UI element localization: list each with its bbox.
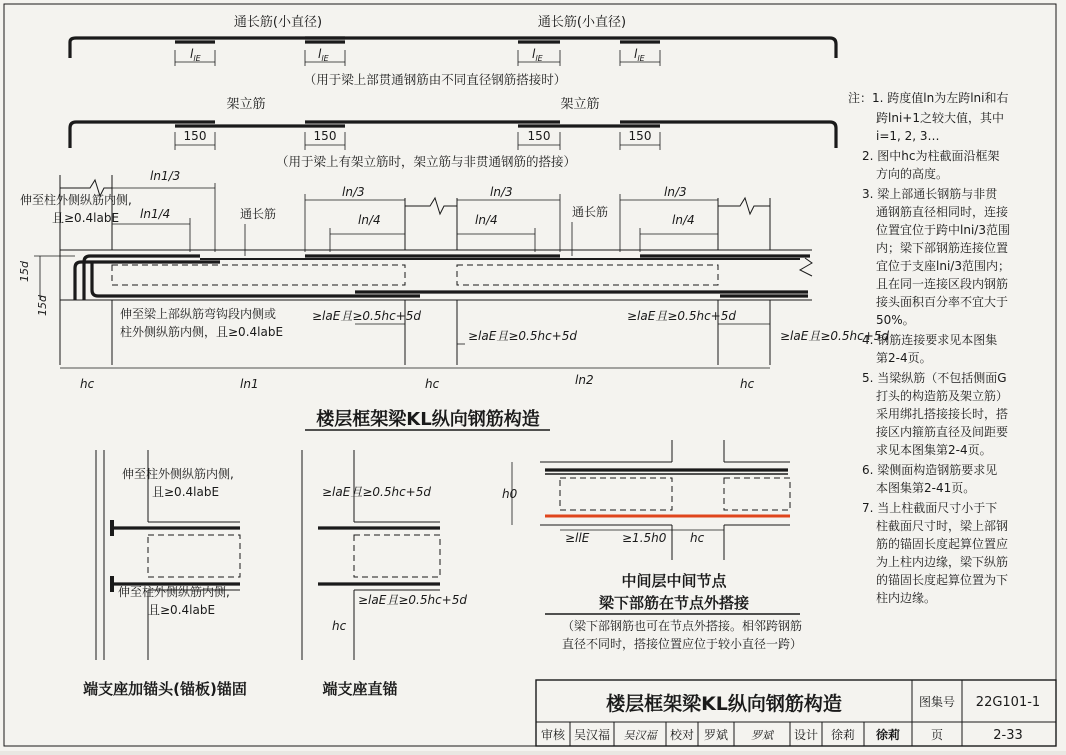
note-line: 且在同一连接区段内钢筋: [876, 277, 1009, 291]
note-line: 方向的高度。: [876, 167, 949, 181]
dim-ln-4-c: ln/4: [672, 213, 695, 227]
note-line: 5. 当梁纵筋（不包括侧面G: [862, 371, 1007, 385]
note-line: 跨lni+1之较大值，其中: [876, 111, 1004, 125]
lap-note-1: （用于梁上部贯通钢筋由不同直径钢筋搭接时）: [303, 72, 567, 87]
tb-page-no: 2-33: [993, 728, 1023, 743]
lap-150-2: 150: [313, 129, 337, 143]
tb-design-sign: 徐莉: [875, 728, 901, 742]
dim-ln1-4: ln1/4: [140, 207, 171, 221]
node-note-2: 直径不同时，搭接位置应位于较小直径一跨）: [561, 637, 803, 651]
main-diagram: [18, 169, 889, 430]
bend-note-2: 柱外侧纵筋内侧，且≥0.4labE: [120, 325, 284, 339]
hc-2: hc: [425, 377, 440, 391]
erect-label-2: 架立筋: [560, 97, 600, 112]
note-line: 采用绑扎搭接接长时，搭: [876, 407, 1009, 421]
ln2-dim: ln2: [575, 373, 594, 387]
erect-label-1: 架立筋: [226, 97, 266, 112]
node-15h0: ≥1.5h0: [622, 531, 667, 545]
end-support-straight: [302, 450, 467, 698]
head-label-2: 且≥0.4labE: [152, 485, 220, 499]
node-lap: ≥llE: [565, 531, 590, 545]
note-line: 第2-4页。: [876, 351, 932, 365]
node-title-2: 梁下部筋在节点外搭接: [598, 594, 750, 612]
hc-3: hc: [740, 377, 755, 391]
tb-check-name: 罗斌: [703, 728, 729, 742]
top-label-1: 通长筋(小直径): [233, 15, 323, 30]
note-line: 筋的锚固长度起算位置应: [876, 537, 1009, 551]
extend-label-2: 且≥0.4labE: [52, 211, 120, 225]
end-support-head: [83, 450, 247, 698]
middle-node: [502, 440, 802, 651]
ln1-dim: ln1: [240, 377, 259, 391]
continuous-bar-label-2: 通长筋: [572, 205, 609, 219]
dim-ln1-3: ln1/3: [150, 169, 181, 183]
note-line: 2. 图中hc为柱截面沿框架: [862, 149, 1000, 163]
lap-150-4: 150: [628, 129, 652, 143]
tb-review-sign: 吴汉福: [623, 729, 657, 742]
tb-atlas-no: 22G101-1: [975, 695, 1041, 710]
tb-check-label: 校对: [669, 728, 695, 742]
tb-review-label: 审核: [540, 728, 566, 742]
note-line: 宜位于支座lni/3范围内；: [876, 259, 1010, 273]
straight-anchor-2: ≥laE且≥0.5hc+5d: [358, 593, 467, 607]
dim-ln-3-c: ln/3: [664, 185, 687, 199]
note-line: 接区内箍筋直径及间距要: [876, 425, 1009, 439]
lap-len-1: $l_{lE}$: [190, 47, 201, 63]
title-block: [536, 680, 1056, 746]
main-diagram-title: 楼层框架梁KL纵向钢筋构造: [316, 409, 540, 430]
tb-design-name: 徐莉: [830, 728, 856, 742]
head-label-3: 伸至柱外侧纵筋内侧,: [118, 585, 230, 599]
top-label-2: 通长筋(小直径): [537, 15, 627, 30]
lap-len-3: $l_{lE}$: [532, 47, 543, 63]
dim-ln-3-b: ln/3: [490, 185, 513, 199]
lap-len-4: $l_{lE}$: [634, 47, 645, 63]
tb-check-sign: 罗斌: [751, 729, 773, 742]
note-line: 7. 当上柱截面尺寸小于下: [862, 501, 998, 515]
note-line: 注：1. 跨度值ln为左跨lni和右: [848, 91, 1009, 105]
note-line: 本图集第2-41页。: [876, 481, 976, 495]
dim-ln-4-b: ln/4: [475, 213, 498, 227]
note-line: 求见本图集第2-4页。: [876, 443, 992, 457]
notes: [848, 90, 1010, 605]
anchor-dim-4: ≥laE且≥0.5hc+5d: [780, 329, 889, 343]
note-line: 接头面积百分率不宜大于: [876, 295, 1009, 309]
head-title: 端支座加锚头(锚板)锚固: [83, 680, 247, 698]
lap-row-1: [70, 14, 836, 87]
anchor-dim-3: ≥laE且≥0.5hc+5d: [627, 309, 736, 323]
tb-page-label: 页: [930, 728, 944, 742]
hc-1: hc: [80, 377, 95, 391]
straight-title: 端支座直锚: [322, 680, 398, 698]
d15-top: 15d: [18, 261, 31, 282]
lap-150-1: 150: [183, 129, 207, 143]
node-note-1: （梁下部钢筋也可在节点外搭接。相邻跨钢筋: [561, 619, 803, 633]
note-line: 柱截面尺寸时，梁上部钢: [876, 519, 1009, 533]
note-line: 的锚固长度起算位置为下: [876, 573, 1009, 587]
node-hc: hc: [690, 531, 705, 545]
anchor-dim-1: ≥laE且≥0.5hc+5d: [312, 309, 421, 323]
lap-150-3: 150: [527, 129, 551, 143]
note-line: 3. 梁上部通长钢筋与非贯: [862, 187, 998, 201]
note-line: 4. 钢筋连接要求见本图集: [862, 333, 998, 347]
straight-anchor-1: ≥laE且≥0.5hc+5d: [322, 485, 431, 499]
node-h0: h0: [502, 487, 518, 501]
extend-label-1: 伸至柱外侧纵筋内侧,: [20, 193, 132, 207]
tb-review-name: 吴汉福: [573, 728, 611, 742]
head-label-1: 伸至柱外侧纵筋内侧,: [122, 467, 234, 481]
note-line: 内；梁下部钢筋连接位置: [876, 241, 1009, 255]
note-line: 为上柱内边缘，梁下纵筋: [876, 555, 1009, 569]
tb-atlas-label: 图集号: [918, 695, 956, 709]
head-label-4: 且≥0.4labE: [148, 603, 216, 617]
continuous-bar-label-1: 通长筋: [240, 207, 277, 221]
note-line: 柱内边缘。: [876, 591, 937, 605]
note-line: i=1, 2, 3…: [876, 129, 940, 143]
node-title-1: 中间层中间节点: [621, 572, 727, 590]
lap-note-2: （用于梁上有架立筋时，架立筋与非贯通钢筋的搭接）: [275, 154, 577, 169]
dim-ln-4-a: ln/4: [358, 213, 381, 227]
dim-ln-3-a: ln/3: [342, 185, 365, 199]
d15-bottom: 15d: [36, 295, 49, 316]
lap-row-2: [70, 96, 836, 169]
note-line: 6. 梁侧面构造钢筋要求见: [862, 463, 998, 477]
anchor-dim-2: ≥laE且≥0.5hc+5d: [468, 329, 577, 343]
note-line: 打头的构造筋及架立筋）: [876, 389, 1009, 403]
bend-note-1: 伸至梁上部纵筋弯钩段内侧或: [120, 307, 277, 321]
tb-main-title: 楼层框架梁KL纵向钢筋构造: [606, 693, 842, 715]
note-line: 位置宜位于跨中lni/3范围: [876, 223, 1010, 237]
note-line: 50%。: [876, 313, 915, 327]
lap-len-2: $l_{lE}$: [318, 47, 329, 63]
straight-hc: hc: [332, 619, 347, 633]
note-line: 通钢筋直径相同时，连接: [876, 205, 1009, 219]
tb-design-label: 设计: [793, 728, 819, 742]
